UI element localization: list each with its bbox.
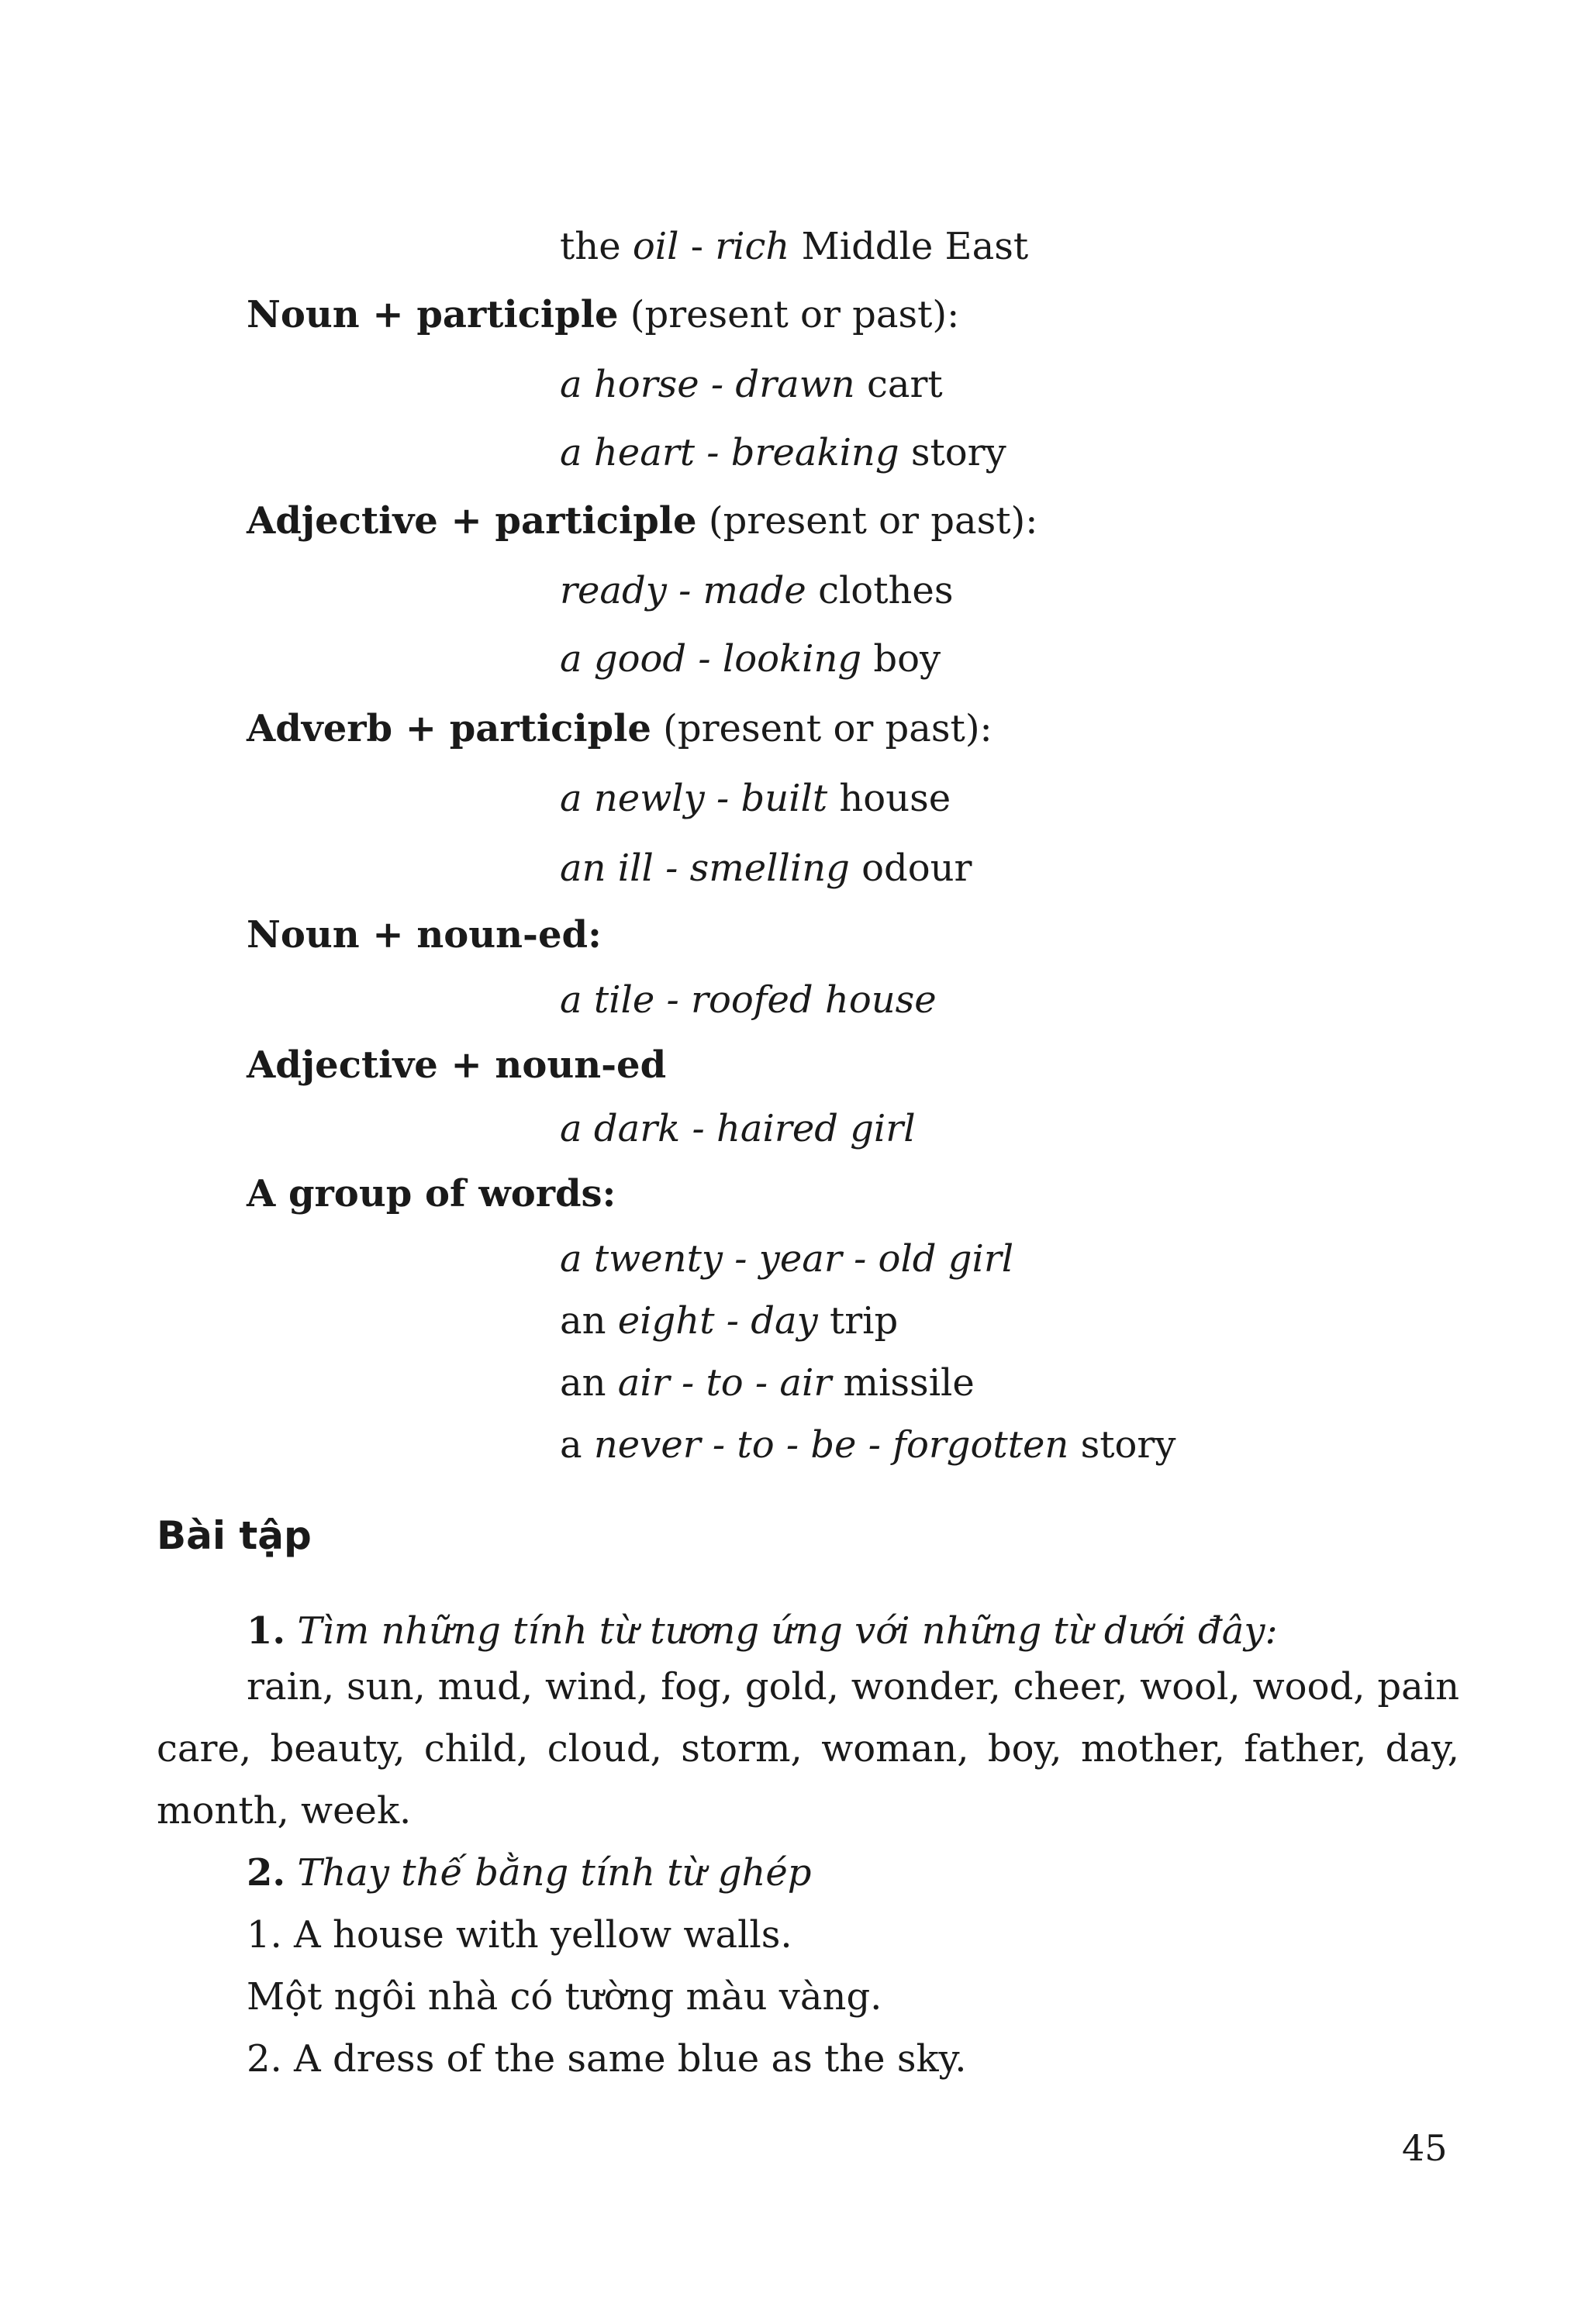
example-italic-2: drawn <box>735 363 855 406</box>
exercise-item: Một ngôi nhà có tường màu vàng. <box>247 1975 882 2019</box>
example-line <box>560 777 951 820</box>
example-line <box>560 363 943 406</box>
example-italic-2: smelling <box>689 847 850 890</box>
page-number: 45 <box>1402 2127 1448 2169</box>
example-line <box>560 637 941 681</box>
example-italic-1: never <box>593 1423 701 1467</box>
example-post: missile <box>831 1361 975 1405</box>
example-italic-1: a newly <box>560 777 705 820</box>
example-italic-1: a good <box>560 637 687 681</box>
heading-bold: Noun + noun-ed: <box>247 913 602 957</box>
question-text: Tìm những tính từ tương ứng với những từ dưới đây: <box>297 1609 1278 1653</box>
section-heading <box>247 707 992 750</box>
example-post: cart <box>854 363 943 406</box>
example-italic-1: a twenty <box>560 1237 723 1281</box>
example-post: clothes <box>806 569 954 612</box>
example-italic-2: day <box>751 1299 818 1343</box>
example-italic-1: a tile <box>560 978 655 1022</box>
heading-rest: (present or past): <box>618 293 960 336</box>
question-number: 1. <box>247 1609 286 1653</box>
example-italic-1: eight <box>617 1299 715 1343</box>
example-post: boy <box>861 637 941 681</box>
example-sep: - <box>722 1237 759 1281</box>
heading-bold: Noun + participle <box>247 293 619 336</box>
example-sep: - <box>714 1299 751 1343</box>
example-italic-1: a horse <box>560 363 699 406</box>
example-sep: - <box>686 637 723 681</box>
heading-rest: (present or past): <box>651 707 992 750</box>
example-sep: - <box>654 978 692 1022</box>
example-pre: an <box>560 1361 618 1405</box>
example-sep: - <box>695 431 731 474</box>
example-line <box>560 1299 899 1343</box>
example-italic-1: an ill <box>560 847 654 890</box>
example-sep: - <box>678 225 716 268</box>
example-italic-2: to - air <box>706 1361 832 1405</box>
example-line <box>560 847 972 890</box>
example-italic-1: a heart <box>560 431 696 474</box>
example-post: story <box>1068 1423 1176 1467</box>
example-italic-1: ready <box>560 569 667 612</box>
example-line <box>560 569 954 612</box>
example-sep: - <box>700 1423 737 1467</box>
example-sep: - <box>666 569 703 612</box>
example-line <box>560 1107 916 1150</box>
example-italic-2: haired girl <box>716 1107 916 1150</box>
example-post: house <box>827 777 951 820</box>
example-sep: - <box>653 847 690 890</box>
section-heading <box>247 913 602 957</box>
exercise-question-2 <box>247 1851 812 1895</box>
section-heading <box>247 1172 616 1215</box>
example-italic-1: oil <box>632 225 679 268</box>
heading-bold: Adjective + noun-ed <box>247 1043 667 1087</box>
example-italic-2: breaking <box>730 431 899 474</box>
example-line <box>560 225 1029 268</box>
example-pre: the <box>560 225 633 268</box>
exercise-title: Bài tập <box>157 1513 312 1558</box>
example-sep: - <box>704 777 741 820</box>
heading-bold: Adverb + participle <box>247 707 651 750</box>
example-post: trip <box>817 1299 899 1343</box>
example-pre: a <box>560 1423 594 1467</box>
exercise-word-list: rain, sun, mud, wind, fog, gold, wonder, cheer, wool, wood, pain care, beauty, child, cloud, storm, woman, boy, mother, father, day, month, week. <box>157 1665 1459 1833</box>
example-post: story <box>899 431 1006 474</box>
question-text: Thay thế bằng tính từ ghép <box>297 1851 812 1895</box>
section-heading <box>247 293 960 336</box>
exercise-question-1 <box>247 1609 1278 1653</box>
example-sep: - <box>699 363 736 406</box>
example-post: Middle East <box>789 225 1029 268</box>
example-line <box>560 1361 975 1405</box>
example-italic-2: to - be - forgotten <box>737 1423 1069 1467</box>
example-sep: - <box>680 1107 716 1150</box>
example-line <box>560 978 937 1022</box>
example-italic-2: roofed house <box>691 978 937 1022</box>
section-heading <box>247 1043 667 1087</box>
section-heading <box>247 499 1038 543</box>
example-pre: an <box>560 1299 618 1343</box>
heading-rest: (present or past): <box>696 499 1038 543</box>
exercise-item: 2. A dress of the same blue as the sky. <box>247 2037 967 2081</box>
example-sep: - <box>669 1361 706 1405</box>
heading-bold: Adjective + participle <box>247 499 697 543</box>
example-italic-2: built <box>740 777 828 820</box>
example-italic-2: looking <box>722 637 862 681</box>
example-italic-1: a dark <box>560 1107 681 1150</box>
heading-bold: A group of words: <box>247 1172 616 1215</box>
exercise-item: 1. A house with yellow walls. <box>247 1913 792 1957</box>
example-italic-2: rich <box>715 225 790 268</box>
example-italic-2: made <box>703 569 806 612</box>
question-number: 2. <box>247 1851 286 1895</box>
example-italic-2: year - old girl <box>758 1237 1014 1281</box>
example-italic-1: air <box>617 1361 670 1405</box>
example-line <box>560 1237 1014 1281</box>
example-post: odour <box>849 847 972 890</box>
example-line <box>560 431 1006 474</box>
example-line <box>560 1423 1176 1467</box>
